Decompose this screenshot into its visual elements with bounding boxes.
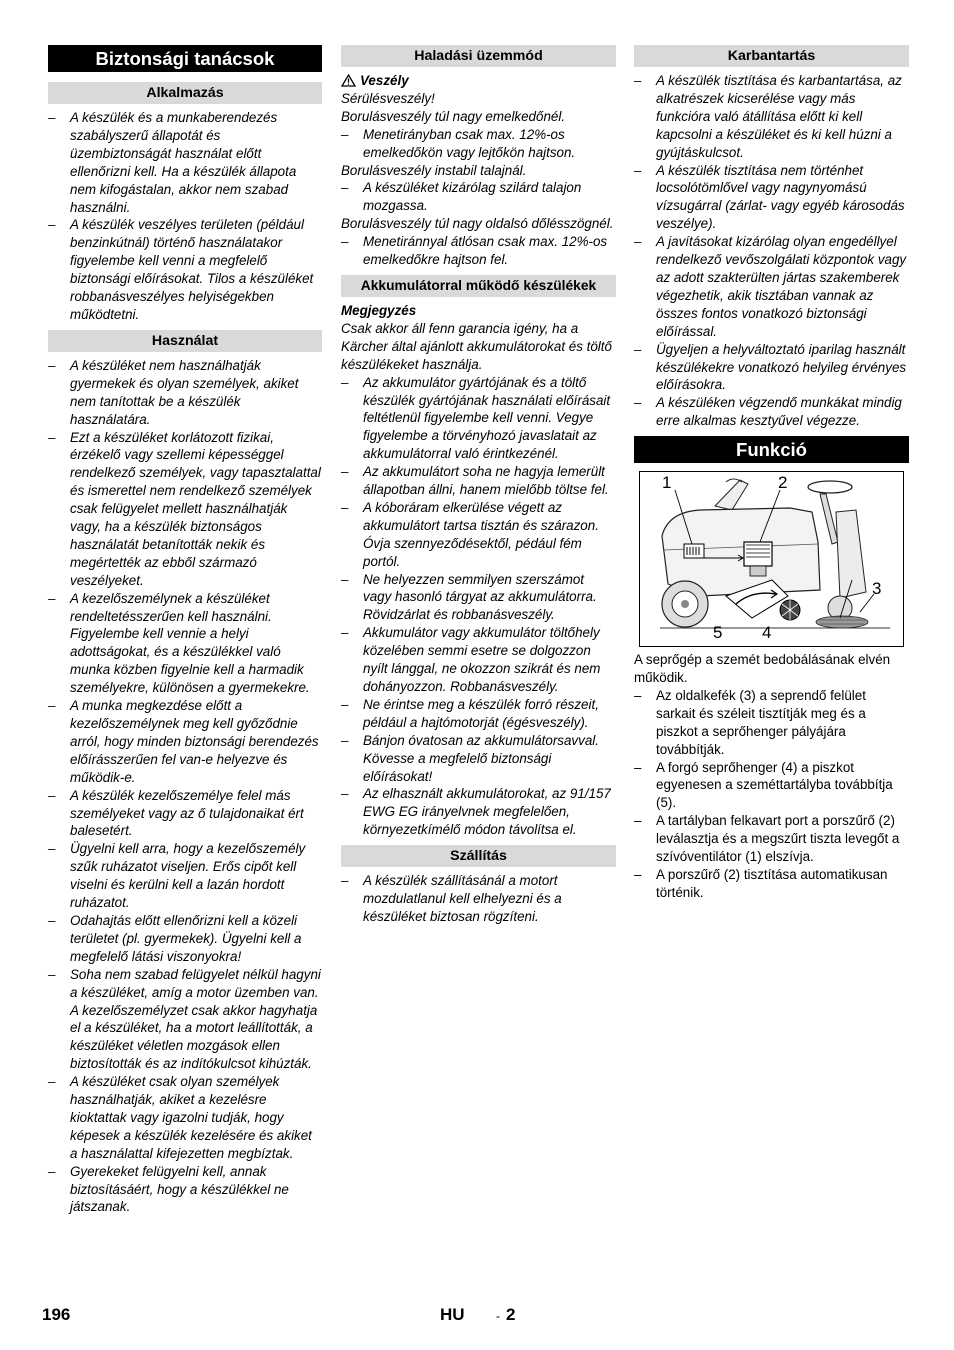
list-item: – A készülék veszélyes területen (például benzinkútnál) történő használatakor figyelembe kell venni a megfelelő biztonsági előírásokat. Tilos a készüléket robbanásveszélyes helyiségekben működtetni. bbox=[48, 216, 322, 323]
list-item: – A készülék szállításánál a motort mozdulatlanul kell elhelyezni és a készüléket biztosan rögzíteni. bbox=[341, 872, 616, 926]
list-item: – A készüléket csak olyan személyek használhatják, akiket a kezelésre kioktattak vagy igazolni tudják, hogy képesek a készülék kezelésére és akiket a használattal kifejezetten megbíztak. bbox=[48, 1073, 322, 1163]
battery-list bbox=[341, 374, 616, 840]
footer-separator: - bbox=[496, 1309, 500, 1323]
list-item: – A porszűrő (2) tisztítása automatikusan történik. bbox=[634, 866, 909, 902]
sweeper-diagram-illustration bbox=[640, 472, 903, 646]
travel-list bbox=[341, 126, 616, 162]
maintenance-list bbox=[634, 72, 909, 430]
list-item: – A készülék tisztítása nem történhet locsolótömlővel vagy nagynyomású vízsugárral (zárlat- vagy egyéb károsodás veszélye). bbox=[634, 162, 909, 234]
figure-callout-4: 4 bbox=[762, 623, 772, 643]
list-item: – Ne helyezzen semmilyen szerszámot vagy hasonló tárgyat az akkumulátorra. Rövidzárlat és robbanásveszély. bbox=[341, 571, 616, 625]
injury-hazard-text: Sérülésveszély! bbox=[341, 90, 435, 106]
list-item: – A készülék tisztítása és karbantartása, az alkatrészek kicserélése vagy más funkcióra való átállítása előtt ki kell kapcsolni a készüléket és ki kell húzni a gyújtáskulcsot. bbox=[634, 72, 909, 162]
tip-hazard-text: Borulásveszély instabil talajnál. bbox=[341, 162, 527, 178]
warning-triangle-icon bbox=[341, 74, 356, 87]
list-item: – Bánjon óvatosan az akkumulátorsavval. Kövesse a megfelelő biztonsági előírásokat! bbox=[341, 732, 616, 786]
list-item: – Ügyeljen a helyváltoztató iparilag használt készülékekre vonatkozó helyileg érvényes előírásokra. bbox=[634, 341, 909, 395]
list-item: – A kóboráram elkerülése végett az akkumulátort tartsa tisztán és szárazon. Óvja szennyeződésektől, pédául fém portól. bbox=[341, 499, 616, 571]
column-left bbox=[48, 45, 322, 1216]
section-title-function: Funkció bbox=[634, 436, 909, 463]
list-item: – Menetirányban csak max. 12%-os emelkedőkön vagy lejtőkön hajtson. bbox=[341, 126, 616, 162]
subsection-title-usage: Használat bbox=[48, 330, 322, 352]
list-item: – Az akkumulátor gyártójának és a töltő készülék gyártójának használati előírásait feltétlenül figyelembe kell venni. Vegye figyelembe a törvényhozó javaslatait az akkumulátorral való érintkezénél. bbox=[341, 374, 616, 464]
figure-callout-5: 5 bbox=[713, 623, 723, 643]
danger-heading bbox=[341, 72, 616, 90]
list-item: – A készülék és a munkaberendezés szabályszerű állapotát és üzembiztonságát használat előtt ellenőrizni kell. Ha a készülék állapota nem kifogástalan, akkor nem szabad használni. bbox=[48, 109, 322, 216]
application-list bbox=[48, 109, 322, 324]
figure-callout-1: 1 bbox=[662, 473, 672, 493]
section-title-safety: Biztonsági tanácsok bbox=[48, 45, 322, 72]
list-item: – A készüléken végzendő munkákat mindig erre alkalmas kesztyűvel végezze. bbox=[634, 394, 909, 430]
danger-label: Veszély bbox=[360, 73, 409, 88]
note-label: Megjegyzés bbox=[341, 302, 417, 318]
list-item: – Az akkumulátort soha ne hagyja lemerült állapotban állni, hanem mielőbb töltse fel. bbox=[341, 463, 616, 499]
function-intro: A seprőgép a szemét bedobálásának elvén működik. bbox=[634, 652, 891, 686]
list-item: – Akkumulátor vagy akkumulátor töltőhely közelében semmi esetre se dolgozzon nyílt lánggal, ne okozzon szikrát és nem dohányozzon. Robbanásveszély. bbox=[341, 624, 616, 696]
subsection-title-transport: Szállítás bbox=[341, 845, 616, 867]
list-item: – Ne érintse meg a készülék forró részeit, például a hajtómotorját (égésveszély). bbox=[341, 696, 616, 732]
sweeper-function-figure bbox=[639, 471, 904, 647]
list-item: – A javításokat kizárólag olyan engedéllyel rendelkező vevőszolgálati központok vagy az adott szakterülten jártas szakemberek végezhetik, akik tisztában vannak az összes fontos vonatkozó biztonsági előírással. bbox=[634, 233, 909, 340]
note-text: Csak akkor áll fenn garancia igény, ha a Kärcher által ajánlott akkumulátorokat és töltő készülékeket használja. bbox=[341, 320, 612, 372]
travel-list bbox=[341, 233, 616, 269]
section-number: 2 bbox=[506, 1305, 516, 1324]
list-item: – A kezelőszemélynek a készüléket rendeltetésszerűen kell használni. Figyelembe kell vennie a helyi adottságokat, és a készülékkel való munka közben figyelnie kell a harmadik személyekre, különösen a gyermekekre. bbox=[48, 590, 322, 697]
function-list bbox=[634, 687, 909, 902]
language-code: HU bbox=[440, 1305, 465, 1324]
list-item: – A forgó seprőhenger (4) a piszkot egyenesen a szeméttartályba továbbítja (5). bbox=[634, 759, 909, 813]
tip-hazard-text: Borulásveszély túl nagy emelkedőnél. bbox=[341, 108, 566, 124]
list-item: – Odahajtás előtt ellenőrizni kell a közeli területet (pl. gyermekek). Ügyelni kell a megfelelő látási viszonyokra! bbox=[48, 912, 322, 966]
figure-callout-3: 3 bbox=[872, 579, 882, 599]
list-item: – Az elhasznált akkumulátorokat, az 91/157 EWG EG irányelvnek megfelelően, környezetkímélő módon távolítsa el. bbox=[341, 785, 616, 839]
list-item: – A tartályban felkavart port a porszűrő (2) leválasztja és a megszűrt tiszta levegőt a szívóventilátor (1) elszívja. bbox=[634, 812, 909, 866]
page-number: 196 bbox=[42, 1305, 71, 1324]
subsection-title-application: Alkalmazás bbox=[48, 82, 322, 104]
list-item: – Gyerekeket felügyelni kell, annak biztosításáért, hogy a készülékkel ne játszanak. bbox=[48, 1163, 322, 1217]
list-item: – A készülék kezelőszemélye felel más személyeket vagy az ő tulajdonaikat ért balesetért. bbox=[48, 787, 322, 841]
column-middle bbox=[341, 45, 616, 926]
list-item: – Ezt a készüléket korlátozott fizikai, érzékelő vagy szellemi képességgel rendelkező személyek, vagy tapasztalattal és ismerettel nem rendelkező személyek csak felügyelet mellett használhatják vagy, ha a készülék biztonságos használatát betanították nekik és megértették az ebből származó veszélyeket. bbox=[48, 429, 322, 590]
list-item: – Soha nem szabad felügyelet nélkül hagyni a készüléket, amíg a motor üzemben van. A kezelőszemélyzet csak akkor hagyhatja el a készüléket, ha a motort leállították, a készüléket véletlen mozgások ellen biztosították és az indítókulcsot kihúzták. bbox=[48, 966, 322, 1073]
tip-hazard-text: Borulásveszély túl nagy oldalsó dőlésszögnél. bbox=[341, 216, 614, 232]
list-item: – A készüléket kizárólag szilárd talajon mozgassa. bbox=[341, 179, 616, 215]
travel-list bbox=[341, 179, 616, 215]
list-item: – Menetiránnyal átlósan csak max. 12%-os emelkedőkre hajtson fel. bbox=[341, 233, 616, 269]
transport-list bbox=[341, 872, 616, 926]
figure-callout-2: 2 bbox=[778, 473, 788, 493]
usage-list bbox=[48, 357, 322, 1217]
subsection-title-maintenance: Karbantartás bbox=[634, 45, 909, 67]
subsection-title-battery: Akkumulátorral működő készülékek bbox=[341, 275, 616, 297]
list-item: – Az oldalkefék (3) a seprendő felület sarkait és széleit tisztítják meg és a piszkot a seprőhenger pályájára továbbítják. bbox=[634, 687, 909, 759]
column-right bbox=[634, 45, 909, 902]
list-item: – A munka megkezdése előtt a kezelőszemélynek meg kell győződnie arról, hogy minden biztonsági berendezés előírásszerűen fel van-e helyezve és működik-e. bbox=[48, 697, 322, 787]
list-item: – Ügyelni kell arra, hogy a kezelőszemély szűk ruházatot viseljen. Erős cipőt kell viselni és kerülni kell a lazán hordott ruházatot. bbox=[48, 840, 322, 912]
list-item: – A készüléket nem használhatják gyermekek és olyan személyek, akiket nem tanítottak be a készülék használatára. bbox=[48, 357, 322, 429]
subsection-title-travel-mode: Haladási üzemmód bbox=[341, 45, 616, 67]
